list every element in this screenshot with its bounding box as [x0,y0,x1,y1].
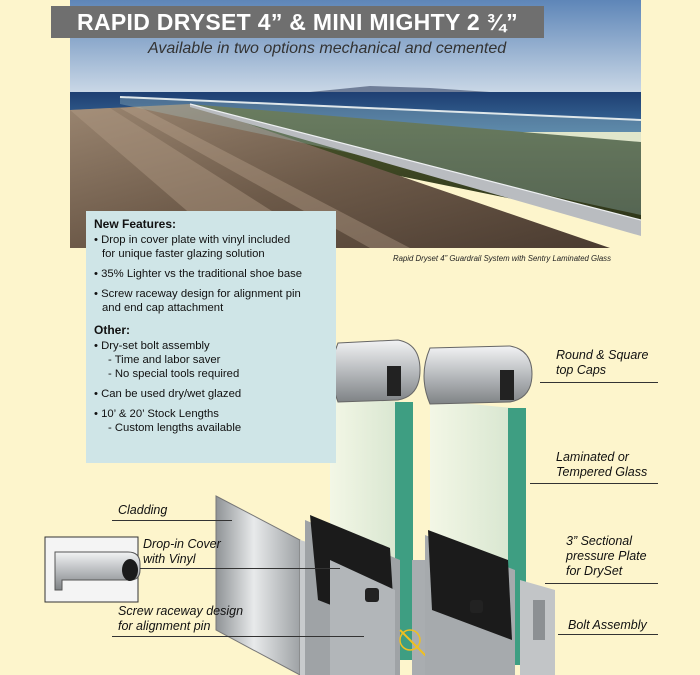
leader-line [540,382,658,383]
other-item: - Custom lengths available [108,422,242,434]
photo-caption: Rapid Dryset 4” Guardrail System with Sentry Laminated Glass [393,254,611,263]
page-subtitle: Available in two options mechanical and cemented [148,40,507,57]
other-item: - Time and labor saver [108,354,221,366]
other-item: • 10’ & 20’ Stock Lengths [94,408,219,420]
feature-item: • Drop in cover plate with vinyl included [94,234,291,246]
other-item: • Can be used dry/wet glazed [94,388,242,400]
square-top-cap [424,346,532,404]
label-glass: Laminated or Tempered Glass [556,450,648,479]
cladding-panel [216,496,300,675]
features-panel [86,211,336,463]
round-top-cap [332,340,420,402]
label-bolt-assembly: Bolt Assembly [568,618,647,632]
feature-item: • 35% Lighter vs the traditional shoe base [94,268,303,280]
other-item: • Dry-set bolt assembly [94,340,210,352]
feature-item: • Screw raceway design for alignment pin [94,288,301,300]
leader-line [558,634,658,635]
label-top-caps: Round & Square top Caps [556,348,649,377]
title-banner [51,6,544,38]
label-pressure-plate: 3” Sectional pressure Plate for DrySet [566,534,647,578]
page-title: RAPID DRYSET 4” & MINI MIGHTY 2 ¾” [77,8,518,35]
new-features-heading: New Features: [94,217,177,231]
label-cladding: Cladding [118,503,168,517]
other-heading: Other: [94,323,130,337]
label-drop-in-cover: Drop-in Cover with Vinyl [143,537,221,566]
leader-line [545,583,658,584]
label-screw-raceway: Screw raceway design for alignment pin [118,604,244,633]
feature-item: and end cap attachment [102,302,224,314]
leader-line [530,483,658,484]
leader-line [112,636,364,637]
leader-line [140,568,340,569]
leader-line [112,520,232,521]
other-item: - No special tools required [108,368,240,380]
feature-item: for unique faster glazing solution [102,248,265,260]
